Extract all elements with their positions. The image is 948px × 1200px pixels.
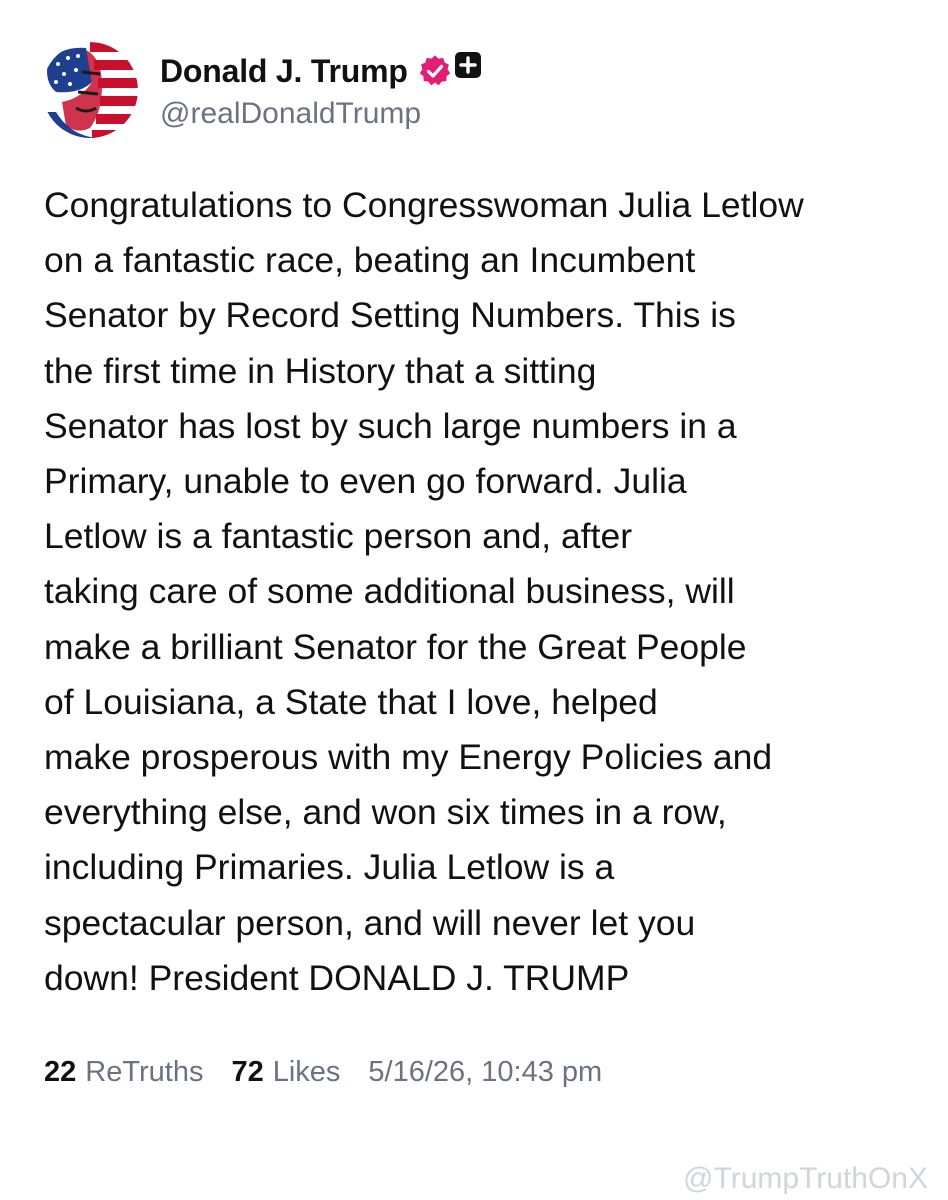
plus-badge-icon	[454, 51, 482, 79]
post-text-line: spectacular person, and will never let you	[44, 902, 696, 943]
retruths-label[interactable]: ReTruths	[85, 1056, 204, 1088]
avatar-image	[42, 42, 138, 138]
retruths-count[interactable]: 22	[44, 1056, 77, 1088]
post-text-line: Senator has lost by such large numbers in a	[44, 405, 737, 446]
watermark: @TrumpTruthOnX	[683, 1162, 928, 1195]
post-timestamp[interactable]: 5/16/26, 10:43 pm	[368, 1056, 603, 1088]
post-text-line: everything else, and won six times in a row,	[44, 792, 727, 833]
post-text-line: the first time in History that a sitting	[44, 350, 597, 391]
name-row	[160, 49, 482, 93]
author-identity	[160, 49, 482, 131]
post-text	[44, 178, 924, 1006]
post-text-line: Congratulations to Congresswoman Julia Letlow	[44, 185, 804, 225]
post-text-line: including Primaries. Julia Letlow is a	[44, 847, 615, 888]
post-text-line: down! President DONALD J. TRUMP	[44, 957, 630, 998]
post-text-line: Letlow is a fantastic person and, after	[44, 516, 633, 557]
post-stats	[44, 1056, 602, 1089]
post-text-line: make prosperous with my Energy Policies and	[44, 737, 773, 778]
post-text-line: taking care of some additional business, will	[44, 571, 735, 612]
avatar[interactable]	[42, 42, 138, 138]
author-handle[interactable]: @realDonaldTrump	[160, 97, 422, 130]
post-text-line: on a fantastic race, beating an Incumbent	[44, 240, 696, 281]
likes-label[interactable]: Likes	[272, 1056, 341, 1088]
post-text-line: Primary, unable to even go forward. Julia	[44, 461, 687, 502]
post-text-line: of Louisiana, a State that I love, helped	[44, 681, 658, 722]
likes-count[interactable]: 72	[231, 1056, 264, 1088]
post-text-line: Senator by Record Setting Numbers. This is	[44, 295, 736, 336]
post-header	[42, 42, 482, 138]
author-display-name[interactable]: Donald J. Trump	[160, 52, 408, 89]
verified-badge-icon	[418, 54, 452, 88]
post-text-line: make a brilliant Senator for the Great People	[44, 626, 747, 667]
